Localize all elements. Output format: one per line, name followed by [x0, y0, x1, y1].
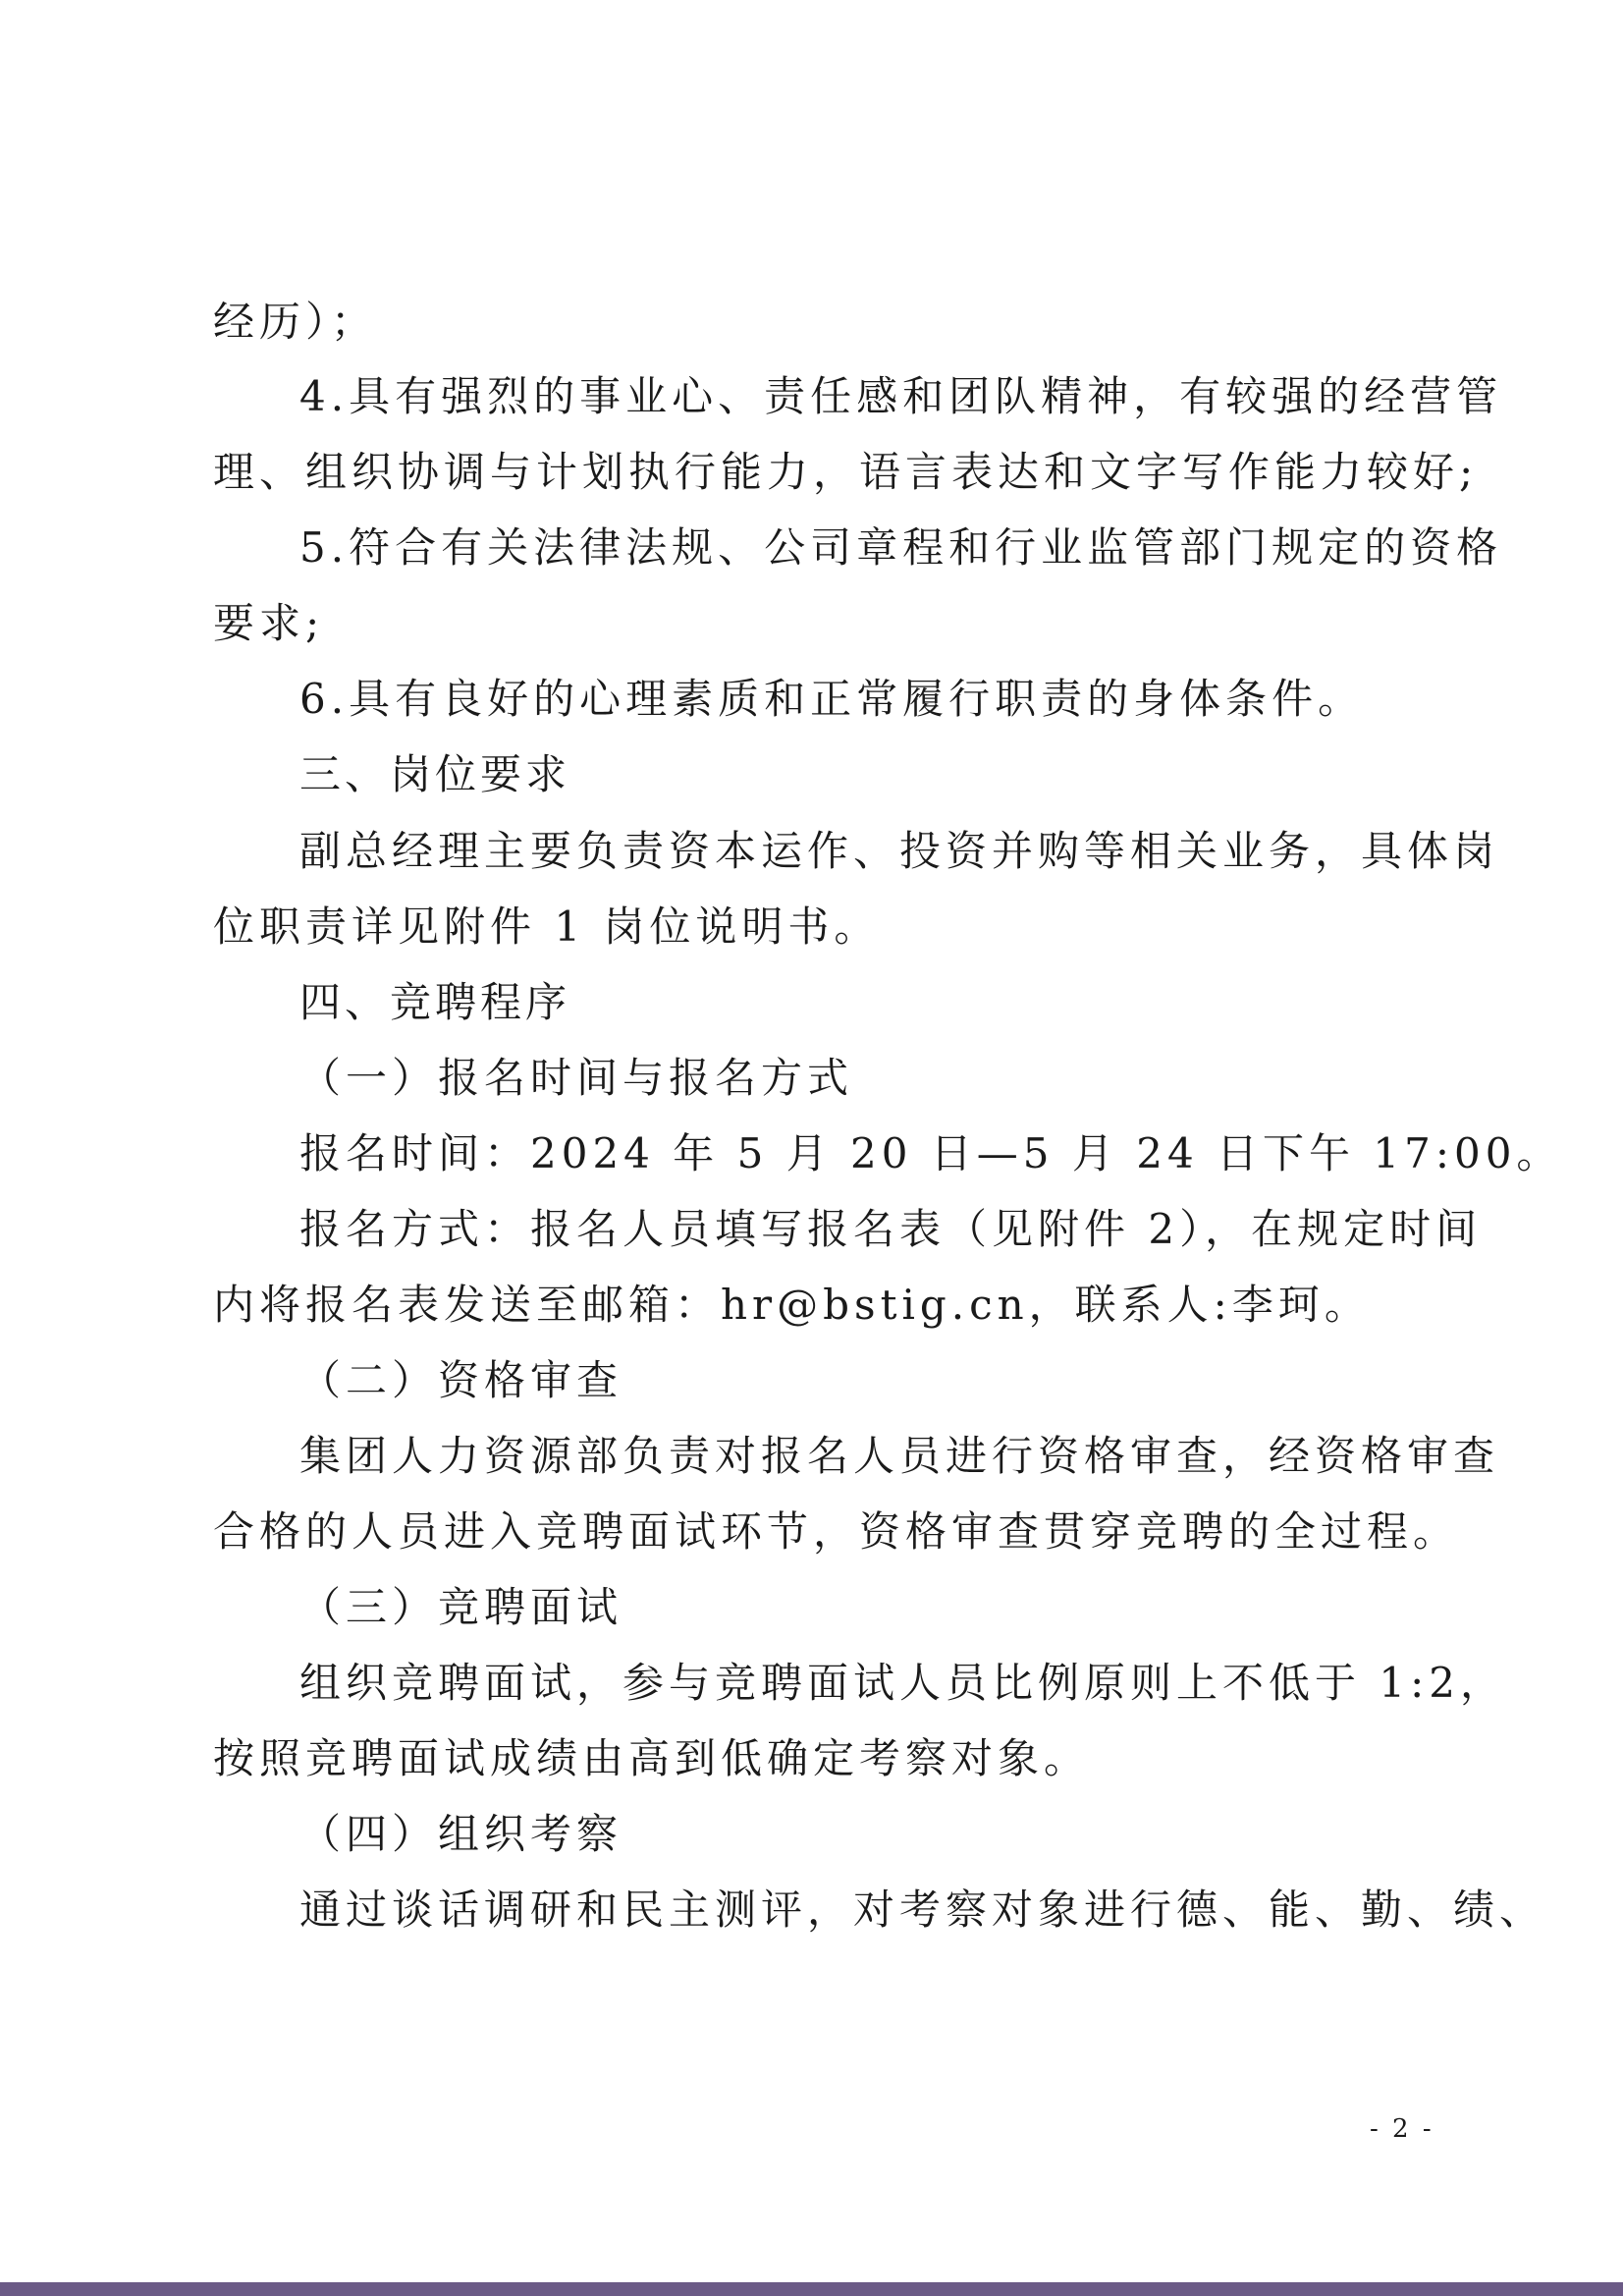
paragraph-line: 理、组织协调与计划执行能力，语言表达和文字写作能力较好; — [213, 448, 1479, 496]
bottom-border — [0, 2282, 1623, 2296]
section-heading: 三、岗位要求 — [299, 750, 571, 798]
paragraph-line: 内将报名表发送至邮箱：hr@bstig.cn，联系人:李珂。 — [213, 1281, 1371, 1329]
section-heading: 四、竞聘程序 — [299, 978, 571, 1026]
paragraph-line: 5.符合有关法律法规、公司章程和行业监管部门规定的资格 — [299, 523, 1503, 572]
paragraph-line: 报名时间：2024 年 5 月 20 日—5 月 24 日下午 17:00。 — [299, 1129, 1563, 1177]
paragraph-line: 位职责详见附件 1 岗位说明书。 — [213, 902, 881, 951]
paragraph-line: 组织竞聘面试，参与竞聘面试人员比例原则上不低于 1:2， — [299, 1659, 1506, 1707]
subsection-heading: （四）组织考察 — [299, 1810, 623, 1858]
paragraph-line: 按照竞聘面试成绩由高到低确定考察对象。 — [213, 1734, 1091, 1782]
paragraph-line: 要求; — [213, 599, 325, 647]
subsection-heading: （三）竞聘面试 — [299, 1583, 623, 1631]
paragraph-line: 集团人力资源部负责对报名人员进行资格审查，经资格审查 — [299, 1432, 1500, 1480]
subsection-heading: （二）资格审查 — [299, 1356, 623, 1404]
subsection-heading: （一）报名时间与报名方式 — [299, 1054, 854, 1102]
paragraph-line: 6.具有良好的心理素质和正常履行职责的身体条件。 — [299, 675, 1365, 723]
paragraph-line: 通过谈话调研和民主测评，对考察对象进行德、能、勤、绩、 — [299, 1886, 1546, 1934]
page-number: - 2 - — [1370, 2114, 1434, 2144]
paragraph-line: 经历）； — [213, 298, 378, 346]
paragraph-line: 合格的人员进入竞聘面试环节，资格审查贯穿竞聘的全过程。 — [213, 1507, 1460, 1556]
paragraph-line: 报名方式：报名人员填写报名表（见附件 2），在规定时间 — [299, 1205, 1483, 1253]
paragraph-line: 4.具有强烈的事业心、责任感和团队精神，有较强的经营管 — [299, 372, 1503, 420]
paragraph-line: 副总经理主要负责资本运作、投资并购等相关业务，具体岗 — [299, 827, 1500, 875]
